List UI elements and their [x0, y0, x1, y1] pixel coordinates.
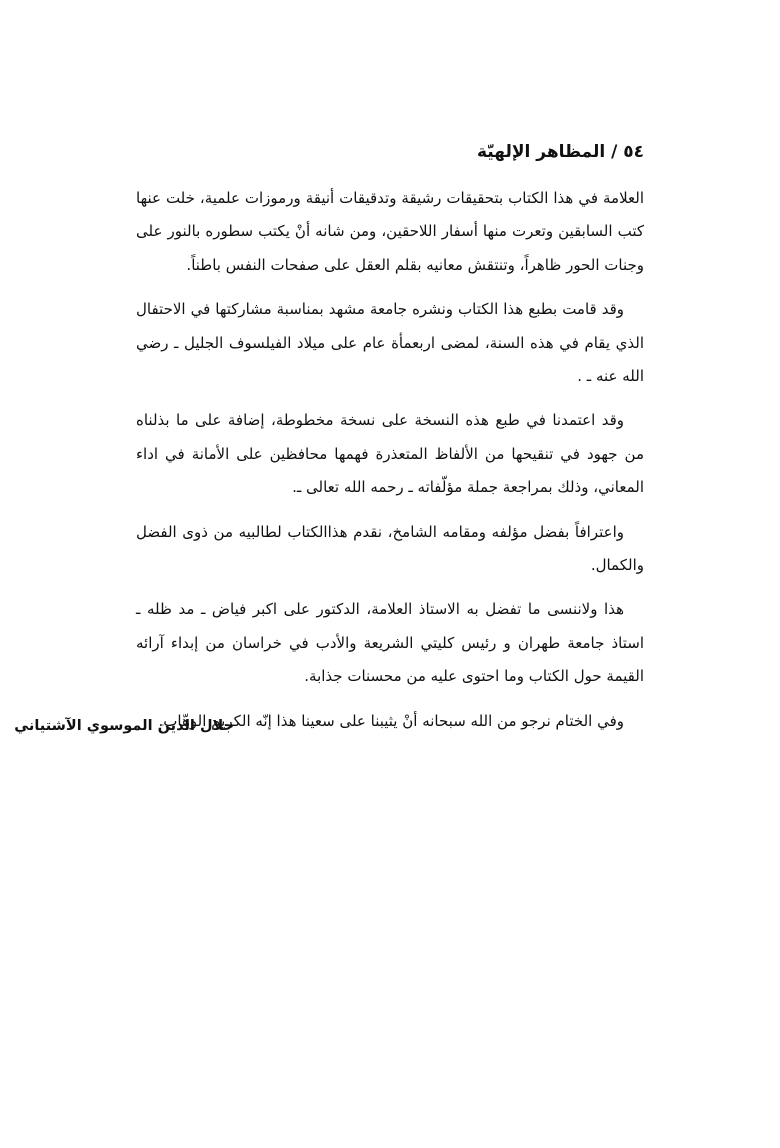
- paragraph-6: وفي الختام نرجو من الله سبحانه أنْ يثيبنا على سعينا هذا إنّه الكريم الوهّاب.: [158, 711, 624, 730]
- running-title: المظاهر الإلهيّة: [476, 142, 606, 162]
- paragraph-3: وقد اعتمدنا في طبع هذه النسخة على نسخة مخطوطة، إضافة على ما بذلناه من جهود في تنقيحها من الألفاظ المتعذرة فهمها محافظين على الأمانة في اداء المعاني، وذلك بمراجعة جملة مؤلّفاته ـ رحمه الله تعالى ـ.: [136, 411, 644, 497]
- paragraph-2: وقد قامت بطبع هذا الكتاب ونشره جامعة مشهد بمناسبة مشاركتها في الاحتفال الذي يقام في هذه السنة، لمضى اربعمأة عام على ميلاد الفيلسوف الجليل ـ رضي الله عنه ـ .: [136, 300, 644, 386]
- running-header: [136, 138, 644, 166]
- header-separator: /: [611, 142, 618, 162]
- body-text: [136, 182, 644, 749]
- paragraph-4: واعترافاً بفضل مؤلفه ومقامه الشامخ، نقدم هذاالكتاب لطالبيه من ذوى الفضل والكمال.: [136, 522, 644, 575]
- page-number: ٥٤: [623, 142, 644, 162]
- paragraph-5: هذا ولاننسى ما تفضل به الاستاذ العلامة، الدكتور على اكبر فياض ـ مد ظله ـ استاذ جامعة طهران و رئيس كليتي الشريعة والأدب في خراسان من إبداء آرائه القيمة حول الكتاب وما احتوى عليه من محسنات جذابة.: [136, 600, 644, 686]
- signature: جلال الدين الموسوي الآشتياني: [14, 718, 234, 734]
- paragraph-1: العلامة في هذا الكتاب بتحقيقات رشيقة وتدقيقات أنيقة ورموزات علمية، خلت عنها كتب السابقين وتعرت منها أسفار اللاحقين، ومن شانه أنْ يكتب سطوره بالنور على وجنات الحور ظاهراً، وتنتقش معانيه بقلم العقل على صفحات النفس باطناً.: [136, 189, 644, 274]
